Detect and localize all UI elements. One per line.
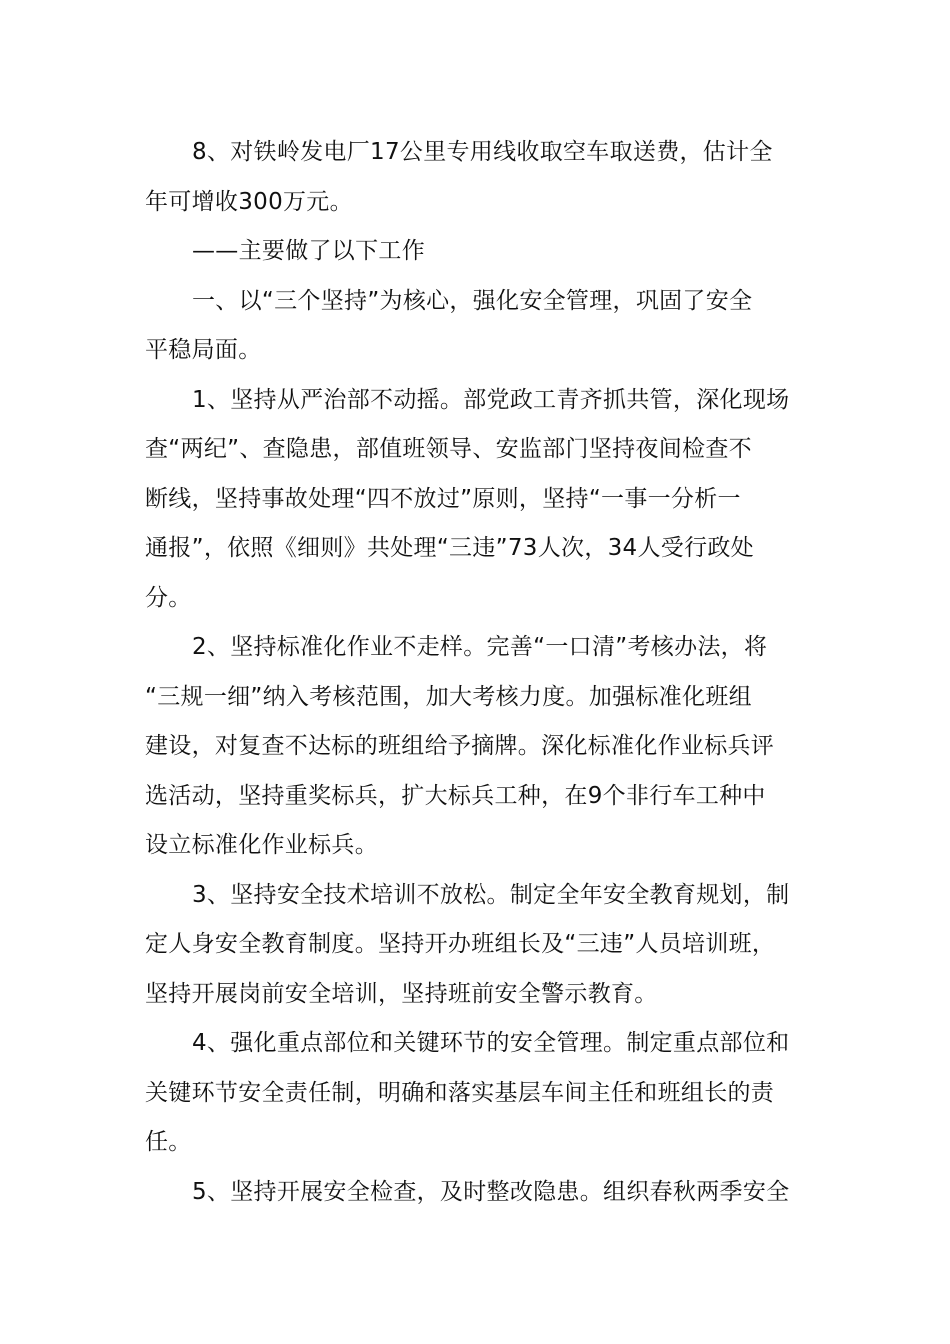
text-line: 选活动，坚持重奖标兵，扩大标兵工种，在9个非行车工种中 [145, 782, 766, 809]
text-line: 关键环节安全责任制，明确和落实基层车间主任和班组长的责 [145, 1079, 775, 1106]
paragraph-item-4 [145, 1019, 813, 1168]
text-line: 坚持开展岗前安全培训，坚持班前安全警示教育。 [145, 980, 658, 1007]
paragraph-item-2 [145, 623, 813, 871]
text-line: 4、强化重点部位和关键环节的安全管理。制定重点部位和 [192, 1030, 790, 1056]
text-line: 3、坚持安全技术培训不放松。制定全年安全教育规划，制 [192, 881, 790, 908]
paragraph-item-8-fee [145, 128, 813, 227]
text-line: 建设，对复查不达标的班组给予摘牌。深化标准化作业标兵评 [145, 733, 775, 759]
paragraph-item-1 [145, 376, 813, 624]
text-line: 定人身安全教育制度。坚持开办班组长及“三违”人员培训班， [145, 931, 776, 957]
text-line: 查“两纪”、查隐患，部值班领导、安监部门坚持夜间检查不 [145, 436, 752, 462]
paragraph-item-3 [145, 871, 813, 1020]
text-line: 年可增收300万元。 [145, 188, 353, 215]
text-line: 通报”，依照《细则》共处理“三违”73人次，34人受行政处 [145, 535, 754, 561]
document-body [145, 128, 813, 1217]
text-line: “三规一细”纳入考核范围，加大考核力度。加强标准化班组 [145, 683, 752, 710]
text-line: 2、坚持标准化作业不走样。完善“一口清”考核办法，将 [192, 634, 768, 660]
text-line: 5、坚持开展安全检查，及时整改隐患。组织春秋两季安全 [192, 1178, 790, 1205]
text-line: 任。 [145, 1129, 192, 1155]
section-heading-main-work [145, 227, 813, 277]
text-line: ——主要做了以下工作 [192, 238, 425, 264]
paragraph-section-one [145, 277, 813, 376]
text-line: 1、坚持从严治部不动摇。部党政工青齐抓共管，深化现场 [192, 386, 790, 413]
text-line: 分。 [145, 584, 192, 611]
text-line: 8、对铁岭发电厂17公里专用线收取空车取送费，估计全 [192, 139, 773, 165]
text-line: 设立标准化作业标兵。 [145, 832, 378, 858]
text-line: 一、以“三个坚持”为核心，强化安全管理，巩固了安全 [192, 287, 753, 314]
text-line: 平稳局面。 [145, 337, 262, 363]
text-line: 断线，坚持事故处理“四不放过”原则，坚持“一事一分析一 [145, 485, 741, 512]
paragraph-item-5 [145, 1168, 813, 1218]
